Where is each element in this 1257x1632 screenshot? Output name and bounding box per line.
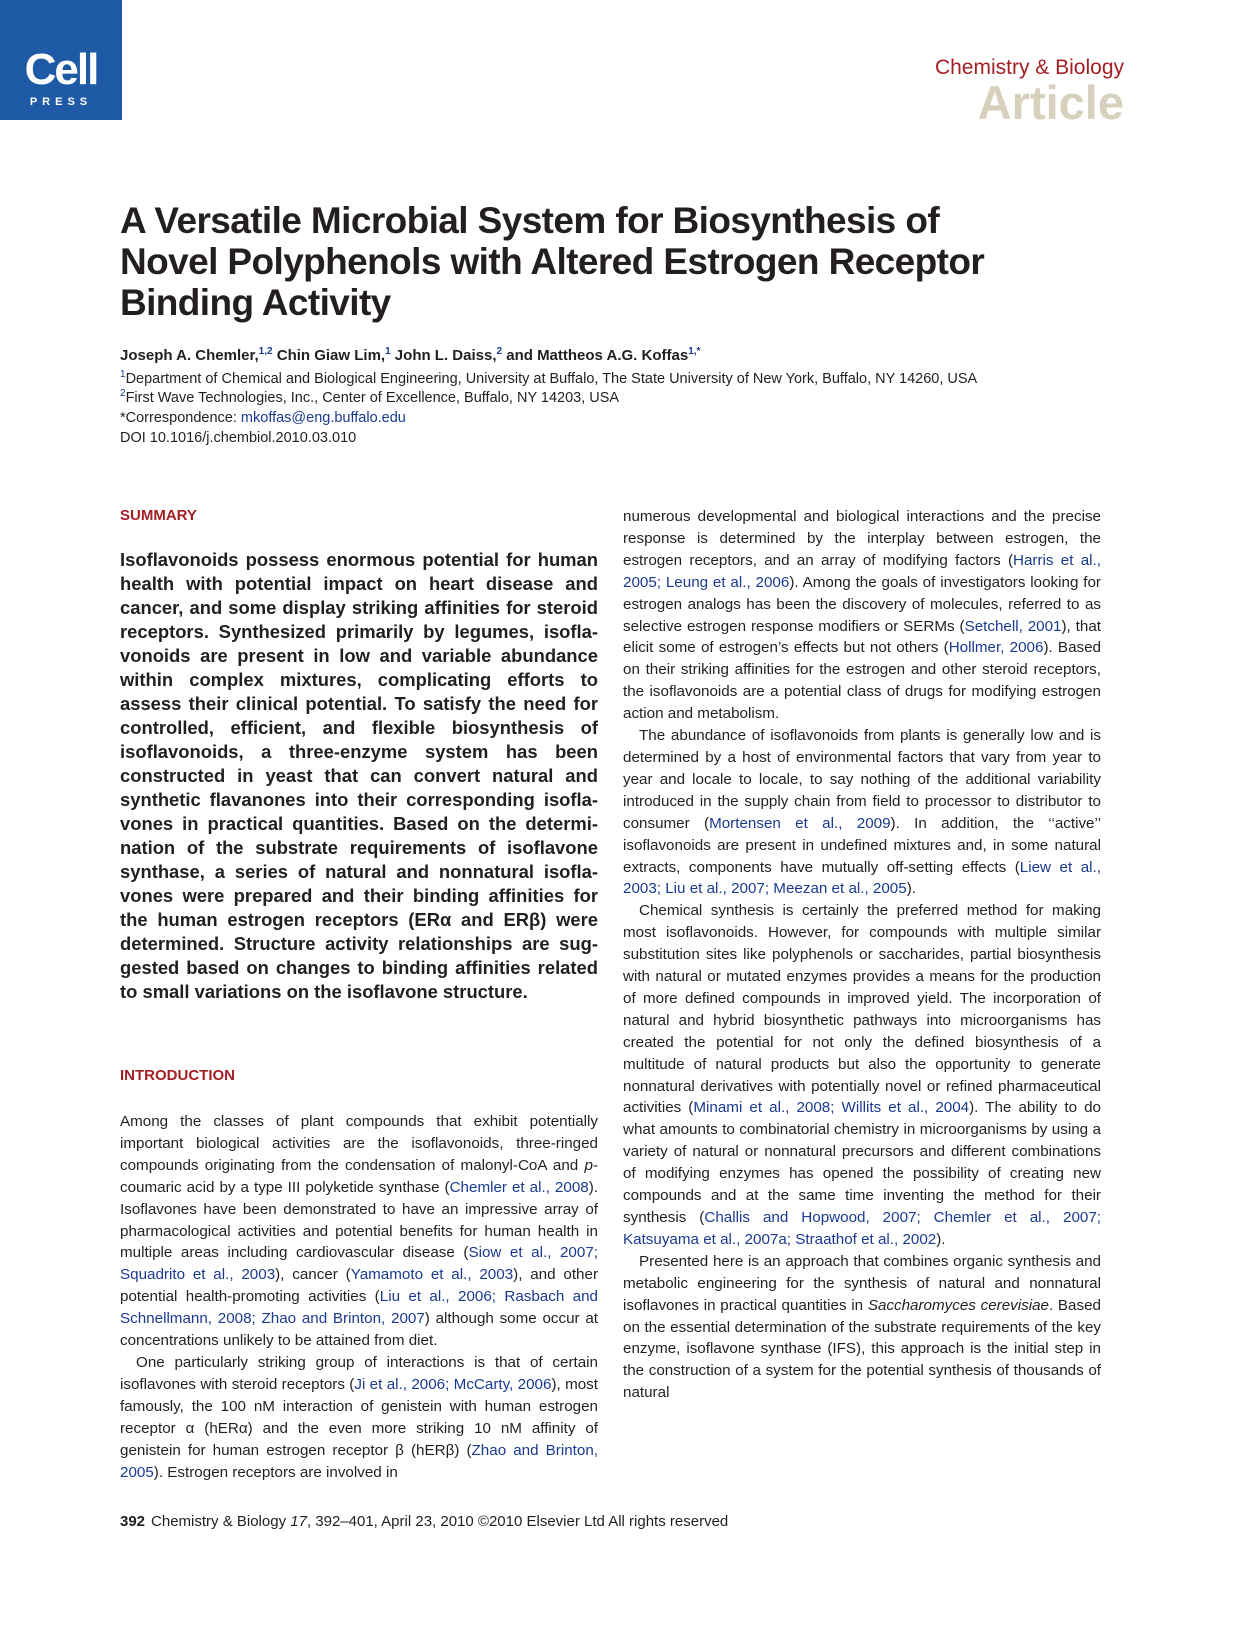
citation-link[interactable]: Hollmer, 2006	[948, 639, 1044, 657]
text-run: Presented here is an approach that combines organic synthesis and metabolic engineering for the synthesis of natural and nonnatural isoflavones in practical quantities in	[623, 1252, 1101, 1314]
author-affiliation-mark: 1	[385, 346, 391, 357]
citation-link[interactable]: Minami et al., 2008; Willits et al., 2004	[693, 1099, 970, 1117]
body-paragraph-4	[623, 1251, 1101, 1404]
text-run: ), most famously, the 100 nM interaction of genistein with human estrogen receptor α (hERα) and the even more striking 10 nM affinity of genistein for human estrogen receptor β (hERβ) (	[120, 1375, 598, 1459]
citation-link[interactable]: Ji et al., 2006; McCarty, 2006	[354, 1375, 552, 1393]
citation-link[interactable]: Chemler et al., 2008	[449, 1178, 589, 1196]
introduction-heading: INTRODUCTION	[120, 1067, 235, 1084]
correspondence	[120, 408, 406, 428]
logo-text: Cell	[24, 45, 98, 94]
left-column	[120, 506, 598, 1483]
text-run: ) although some occur at concentrations unlikely to be attained from diet.	[120, 1310, 598, 1350]
correspondence-email-link[interactable]: mkoffas@eng.buffalo.edu	[240, 410, 406, 426]
footer-journal: Chemistry & Biology	[151, 1513, 291, 1530]
citation-link[interactable]: Setchell, 2001	[964, 617, 1062, 635]
author-name: Joseph A. Chemler,	[120, 347, 259, 364]
text-run: ), that elicit some of estrogen’s effects but not others (	[623, 617, 1101, 657]
summary-heading: SUMMARY	[120, 507, 197, 524]
correspondence-label: *Correspondence:	[120, 410, 241, 426]
affiliation-1	[120, 369, 977, 389]
author-affiliation-mark: 2	[496, 346, 503, 357]
text-run: One particularly striking group of interactions is that of certain isoflavones with steroid receptors (	[120, 1353, 598, 1393]
page-number: 392	[120, 1513, 146, 1530]
text-run: Among the classes of plant compounds that exhibit potentially important biological activities are the isoflavonoids, three-ringed compounds originating from the condensation of malonyl-CoA and	[120, 1113, 598, 1174]
page-footer	[120, 1512, 728, 1532]
body-paragraph-1	[623, 506, 1101, 725]
species-name: Saccharomyces cerevisiae	[867, 1296, 1049, 1314]
author-affiliation-mark: 1,2	[258, 346, 273, 357]
text-run-italic: p	[584, 1156, 593, 1174]
author-list	[120, 346, 700, 366]
intro-paragraph-2	[120, 1352, 598, 1483]
intro-paragraph-1	[120, 1111, 598, 1352]
text-run: ). The ability to do what amounts to combinatorial chemistry in microorganisms by using a variety of natural or nonnatural precursors and different combinations of modifying enzymes has opened the possibility of creating new compounds and at the same time inventing the method for their synthesis (	[623, 1099, 1101, 1226]
article-type: Article	[977, 76, 1124, 129]
affiliation-text: Department of Chemical and Biological Engineering, University at Buffalo, The State University of New York, Buffalo, NY 14260, USA	[125, 371, 978, 387]
author-affiliation-mark: 1,*	[688, 346, 701, 357]
text-run: -coumaric acid by a type III polyketide synthase (	[120, 1156, 598, 1196]
citation-link[interactable]: Zhao and Brinton, 2005	[120, 1441, 598, 1481]
citation-link[interactable]: Liew et al., 2003; Liu et al., 2007; Meezan et al., 2005	[623, 858, 1101, 898]
author-name: Chin Giaw Lim,	[272, 347, 386, 364]
text-run: ). Isoflavones have been demonstrated to have an impressive array of pharmacological activities and potential benefits for human health in multiple areas including cardiovascular disease (	[120, 1178, 598, 1262]
citation-link[interactable]: Harris et al., 2005; Leung et al., 2006	[623, 551, 1101, 591]
text-run: numerous developmental and biological interactions and the precise response is determined by the interplay between estrogen, the estrogen receptors, and an array of modifying factors (	[623, 508, 1101, 569]
affiliation-text: First Wave Technologies, Inc., Center of Excellence, Buffalo, NY 14203, USA	[125, 390, 620, 406]
author-name: John L. Daiss,	[390, 347, 497, 364]
text-run: ). Among the goals of investigators looking for estrogen analogs has been the discovery of molecules, referred to as selective estrogen response modifiers or SERMs (	[623, 573, 1101, 635]
author-name: and Mattheos A.G. Koffas	[502, 347, 689, 364]
citation-link[interactable]: Liu et al., 2006; Rasbach and Schnellmann, 2008; Zhao and Brinton, 2007	[120, 1288, 598, 1328]
body-paragraph-2	[623, 725, 1101, 900]
footer-citation: , 392–401, April 23, 2010 ©2010 Elsevier Ltd All rights reserved	[306, 1513, 729, 1530]
text-run: ). Estrogen receptors are involved in	[153, 1463, 398, 1481]
cell-press-logo	[0, 0, 122, 120]
body-paragraph-3	[623, 900, 1101, 1251]
footer-volume: 17	[290, 1513, 307, 1530]
text-run: ). Based on their striking affinities for the estrogen and other steroid receptors, the isoflavonoids are a potential class of drugs for modifying estrogen action and metabolism.	[623, 639, 1101, 723]
text-run: The abundance of isoflavonoids from plants is generally low and is determined by a host of environmental factors that vary from year to year and locale to locale, to say nothing of the additional variability introduced in the supply chain from field to processor to distributor to consumer (	[623, 727, 1101, 832]
text-run: ).	[906, 880, 916, 898]
citation-link[interactable]: Mortensen et al., 2009	[709, 814, 891, 832]
doi: DOI 10.1016/j.chembiol.2010.03.010	[120, 430, 357, 446]
journal-name: Chemistry & Biology	[934, 56, 1124, 79]
summary-text: Isoflavonoids possess enormous potential for human health with potential impact on heart disease and cancer, and some display striking affinities for steroid receptors. Synthesized primarily by legumes, isoflavonoids are present in low and variable abundance within complex mixtures, complicating efforts to assess their clinical potential. To satisfy the need for controlled, efficient, and flexible biosynthesis of isoflavonoids, a three-enzyme system has been constructed in yeast that can convert natural and synthetic flavanones into their corresponding isoflavones in practical quantities. Based on the determination of the substrate requirements of isoflavone synthase, a series of natural and nonnatural isoflavones were prepared and their binding affinities for the human estrogen receptors (ERα and ERβ) were determined. Structure activity relationships are suggested based on changes to binding affinities related to small variations on the isoflavone structure.	[120, 549, 598, 1002]
text-run: ), and other potential health-promoting activities (	[120, 1266, 599, 1306]
article-title: A Versatile Microbial System for Biosynthesis of Novel Polyphenols with Altered Estrogen Receptor Binding Activity	[120, 200, 985, 323]
text-run: ), cancer (	[275, 1266, 351, 1284]
text-run: Chemical synthesis is certainly the preferred method for making most isoflavonoids. However, for compounds with multiple similar substitution sites like polyphenols or saccharides, partial biosynthesis with natural or mutated enzymes provides a means for the production of more defined compounds in improved yield. The incorporation of natural and hybrid biosynthetic pathways into microorganisms has created the potential for not only the defined biosynthesis of a multitude of natural products but also the opportunity to generate nonnatural derivatives with potentially novel or refined pharmaceutical activities (	[623, 902, 1101, 1117]
right-column	[623, 506, 1101, 1404]
text-run: . Based on the essential determination of the substrate requirements of the key enzyme, isoflavone synthase (IFS), this approach is the initial step in the construction of a system for the potential synthesis of thousands of natural	[623, 1296, 1101, 1402]
citation-link[interactable]: Challis and Hopwood, 2007; Chemler et al., 2007; Katsuyama et al., 2007a; Straathof et al., 2002	[623, 1209, 1102, 1248]
affiliation-2	[120, 388, 619, 408]
text-run: ).	[936, 1230, 946, 1248]
text-run: ). In addition, the ‘‘active’’ isoflavonoids are present in undefined mixtures and, in some natural extracts, components have mutually off-setting effects (	[623, 814, 1101, 876]
citation-link[interactable]: Siow et al., 2007; Squadrito et al., 2003	[120, 1244, 598, 1284]
citation-link[interactable]: Yamamoto et al., 2003	[350, 1266, 514, 1284]
affiliation-mark: 1	[120, 369, 126, 380]
logo-subtext: PRESS	[29, 96, 93, 108]
affiliation-mark: 2	[120, 388, 126, 399]
